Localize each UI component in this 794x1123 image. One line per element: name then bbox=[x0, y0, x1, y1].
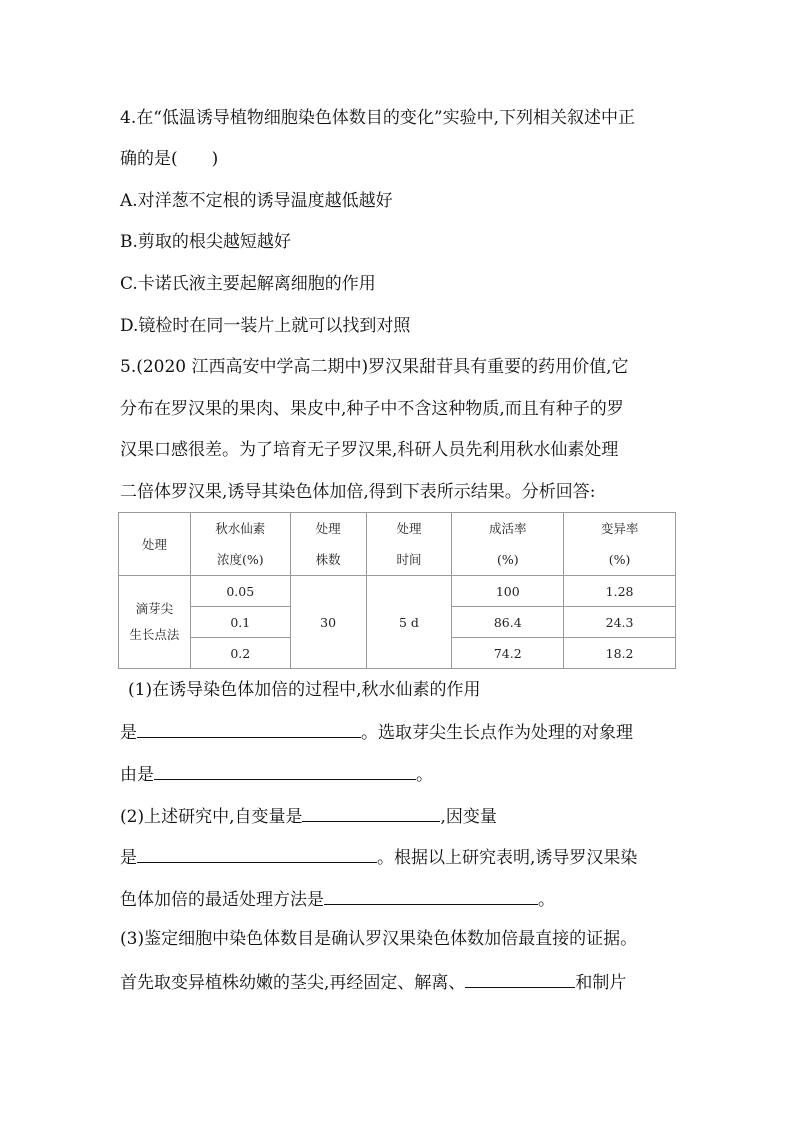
q5-sub2-line3: 色体加倍的最适处理方法是 。 bbox=[120, 890, 555, 910]
header-survival: 成活率 (%) bbox=[452, 513, 564, 576]
header-method: 处理 bbox=[119, 513, 191, 576]
q5-intro-line2: 分布在罗汉果的果肉、果皮中,种子中不含这种物质,而且有种子的罗 bbox=[120, 399, 624, 419]
cell-concentration: 0.05 bbox=[190, 576, 290, 607]
q4-option-b: B.剪取的根尖越短越好 bbox=[120, 232, 291, 252]
table-row bbox=[119, 576, 676, 607]
cell-survival: 100 bbox=[452, 576, 564, 607]
cell-method: 滴芽尖 生长点法 bbox=[119, 576, 191, 669]
header-time: 处理 时间 bbox=[366, 513, 452, 576]
cell-mutation: 1.28 bbox=[564, 576, 676, 607]
header-mutation: 变异率 (%) bbox=[564, 513, 676, 576]
q4-option-a: A.对洋葱不定根的诱导温度越低越好 bbox=[120, 191, 393, 211]
cell-concentration: 0.1 bbox=[190, 607, 290, 638]
cell-count: 30 bbox=[290, 576, 366, 669]
q5-sub1-line2: 是 。选取芽尖生长点作为处理的对象理 bbox=[120, 723, 633, 743]
cell-survival: 86.4 bbox=[452, 607, 564, 638]
answer-blank[interactable] bbox=[137, 846, 377, 863]
q5-sub2-line1: (2)上述研究中,自变量是 ,因变量 bbox=[120, 807, 497, 827]
cell-mutation: 18.2 bbox=[564, 638, 676, 669]
answer-blank[interactable] bbox=[324, 888, 538, 905]
answer-blank[interactable] bbox=[465, 971, 575, 988]
q4-stem-line1: 4.在“低温诱导植物细胞染色体数目的变化”实验中,下列相关叙述中正 bbox=[120, 108, 636, 128]
header-count: 处理 株数 bbox=[290, 513, 366, 576]
cell-survival: 74.2 bbox=[452, 638, 564, 669]
q5-sub2-line2: 是 。根据以上研究表明,诱导罗汉果染 bbox=[120, 848, 638, 868]
q4-stem-line2: 确的是( ) bbox=[120, 149, 219, 169]
q5-sub1-line1: (1)在诱导染色体加倍的过程中,秋水仙素的作用 bbox=[128, 680, 481, 700]
q5-sub1-line3: 由是 。 bbox=[120, 765, 433, 785]
header-concentration: 秋水仙素 浓度(%) bbox=[190, 513, 290, 576]
cell-concentration: 0.2 bbox=[190, 638, 290, 669]
table-header-row bbox=[119, 513, 676, 576]
q5-intro-line1: 5.(2020 江西高安中学高二期中)罗汉果甜苷具有重要的药用价值,它 bbox=[120, 357, 629, 377]
q5-sub3-line1: (3)鉴定细胞中染色体数目是确认罗汉果染色体数加倍最直接的证据。 bbox=[120, 929, 638, 949]
answer-blank[interactable] bbox=[154, 763, 416, 780]
q5-sub3-line2: 首先取变异植株幼嫩的茎尖,再经固定、解离、 和制片 bbox=[120, 973, 627, 993]
cell-time: 5 d bbox=[366, 576, 452, 669]
q4-option-c: C.卡诺氏液主要起解离细胞的作用 bbox=[120, 274, 376, 294]
answer-blank[interactable] bbox=[137, 721, 361, 738]
q4-option-d: D.镜检时在同一装片上就可以找到对照 bbox=[120, 316, 411, 336]
answer-blank[interactable] bbox=[302, 805, 440, 822]
results-table bbox=[118, 512, 676, 669]
q5-intro-line3: 汉果口感很差。为了培育无子罗汉果,科研人员先利用秋水仙素处理 bbox=[120, 440, 619, 460]
cell-mutation: 24.3 bbox=[564, 607, 676, 638]
q5-intro-line4: 二倍体罗汉果,诱导其染色体加倍,得到下表所示结果。分析回答: bbox=[120, 482, 596, 502]
